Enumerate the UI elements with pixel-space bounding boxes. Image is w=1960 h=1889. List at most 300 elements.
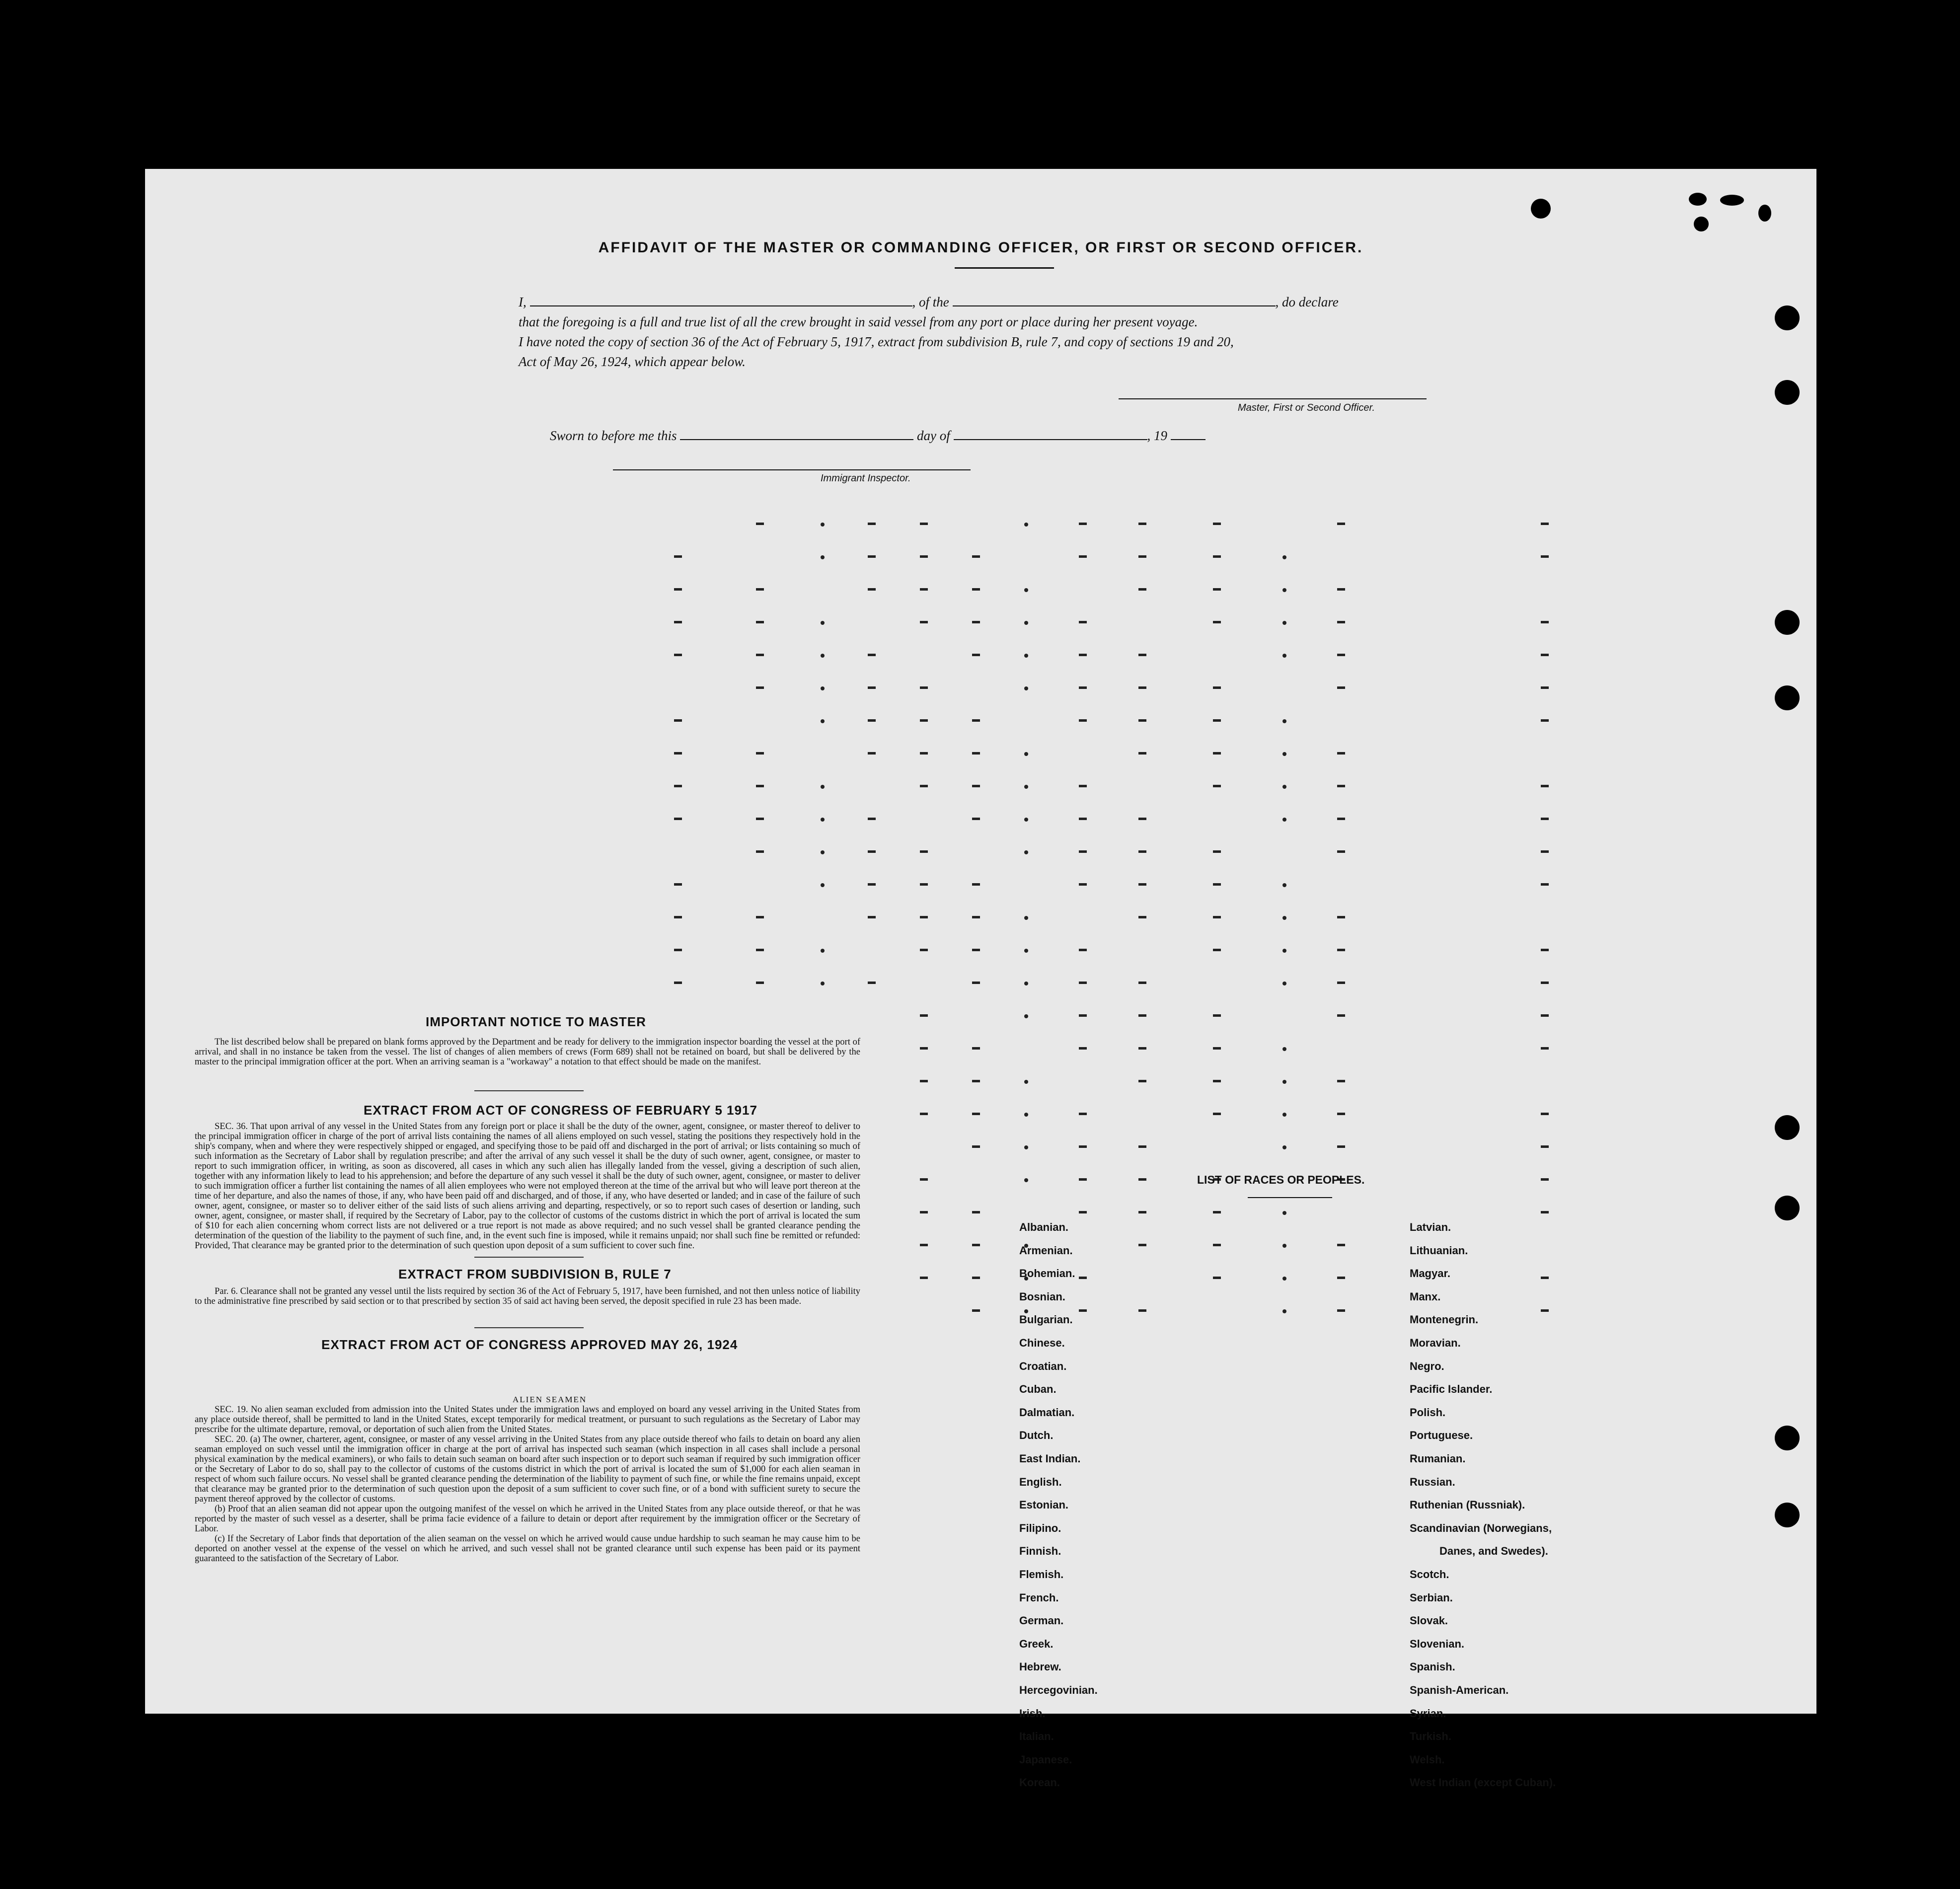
show-through-mark: [1337, 752, 1345, 755]
show-through-mark: [1282, 621, 1286, 625]
show-through-mark: [1337, 916, 1345, 918]
alien-seamen-subheading: ALIEN SEAMEN: [513, 1395, 587, 1404]
race-item: Flemish.: [1019, 1568, 1064, 1581]
show-through-mark: [868, 588, 876, 591]
show-through-mark: [1337, 1080, 1345, 1082]
show-through-mark: [1138, 555, 1146, 558]
show-through-mark: [1282, 1113, 1286, 1117]
show-through-mark: [1079, 1145, 1087, 1148]
show-through-mark: [1138, 588, 1146, 591]
show-through-mark: [1079, 850, 1087, 853]
race-item: Chinese.: [1019, 1337, 1065, 1349]
show-through-mark: [1138, 883, 1146, 886]
show-through-mark: [1079, 1178, 1087, 1181]
show-through-mark: [920, 588, 928, 591]
show-through-mark: [1541, 1211, 1549, 1213]
show-through-mark: [1282, 1211, 1286, 1215]
show-through-mark: [1079, 1309, 1087, 1312]
show-through-mark: [1282, 752, 1286, 756]
show-through-mark: [1282, 883, 1286, 887]
show-through-mark: [1024, 1309, 1028, 1313]
sworn-line: [550, 427, 1206, 444]
show-through-mark: [972, 621, 980, 623]
show-through-mark: [821, 555, 825, 559]
show-through-mark: [821, 523, 825, 527]
show-through-mark: [868, 850, 876, 853]
show-through-mark: [972, 1211, 980, 1213]
show-through-mark: [1213, 916, 1221, 918]
show-through-mark: [1079, 1211, 1087, 1213]
show-through-mark: [1213, 1277, 1221, 1279]
show-through-mark: [674, 654, 682, 656]
show-through-mark: [1213, 752, 1221, 755]
show-through-mark: [1024, 654, 1028, 658]
show-through-mark: [1213, 1047, 1221, 1050]
show-through-mark: [1213, 686, 1221, 689]
show-through-mark: [1138, 1309, 1146, 1312]
show-through-mark: [920, 1014, 928, 1017]
show-through-mark: [1024, 523, 1028, 527]
show-through-mark: [920, 850, 928, 853]
show-through-mark: [821, 850, 825, 854]
ink-smudge: [1531, 199, 1551, 219]
show-through-mark: [972, 752, 980, 755]
sworn-day-of: day of: [917, 428, 950, 443]
document-page: [145, 169, 1816, 1789]
show-through-mark: [1213, 785, 1221, 787]
show-through-mark: [868, 752, 876, 755]
show-through-mark: [972, 588, 980, 591]
show-through-mark: [1541, 949, 1549, 951]
signature-label: Master, First or Second Officer.: [1238, 402, 1375, 413]
show-through-mark: [1282, 949, 1286, 953]
race-item: Slovenian.: [1410, 1637, 1465, 1650]
race-item: Serbian.: [1410, 1591, 1453, 1604]
show-through-mark: [920, 1178, 928, 1181]
show-through-mark: [1337, 1145, 1345, 1148]
sworn-day-blank: [680, 427, 913, 440]
sworn-text: Sworn to before me this: [550, 428, 677, 443]
race-item: Welsh.: [1410, 1753, 1445, 1766]
show-through-mark: [972, 654, 980, 656]
show-through-mark: [1079, 818, 1087, 820]
show-through-mark: [1213, 1014, 1221, 1017]
show-through-mark: [1138, 719, 1146, 722]
affidavit-title: AFFIDAVIT OF THE MASTER OR COMMANDING OFFICER, OR FIRST OR SECOND OFFICER.: [598, 239, 1363, 256]
race-item: Bosnian.: [1019, 1290, 1065, 1303]
name-blank: [530, 294, 912, 306]
show-through-mark: [756, 850, 764, 853]
show-through-mark: [1337, 1277, 1345, 1279]
show-through-mark: [972, 883, 980, 886]
show-through-mark: [920, 916, 928, 918]
race-item: Italian.: [1019, 1730, 1054, 1743]
race-item: Hebrew.: [1019, 1661, 1061, 1673]
show-through-mark: [1541, 686, 1549, 689]
show-through-mark: [972, 1309, 980, 1312]
show-through-mark: [972, 1145, 980, 1148]
show-through-mark: [868, 916, 876, 918]
punch-hole: [1775, 380, 1800, 405]
show-through-mark: [1213, 949, 1221, 951]
show-through-mark: [1282, 588, 1286, 592]
punch-hole: [1775, 685, 1800, 710]
punch-hole: [1775, 1503, 1800, 1527]
show-through-mark: [674, 752, 682, 755]
show-through-mark: [1541, 982, 1549, 984]
show-through-mark: [920, 555, 928, 558]
show-through-mark: [756, 686, 764, 689]
show-through-mark: [972, 818, 980, 820]
show-through-mark: [1024, 850, 1028, 854]
show-through-mark: [1138, 523, 1146, 525]
show-through-mark: [1282, 1244, 1286, 1248]
show-through-mark: [972, 1244, 980, 1246]
show-through-mark: [1024, 1014, 1028, 1018]
show-through-mark: [1138, 686, 1146, 689]
extract-1924-heading: EXTRACT FROM ACT OF CONGRESS APPROVED MAY 26, 1924: [321, 1337, 738, 1352]
race-item: Dalmatian.: [1019, 1406, 1075, 1419]
show-through-mark: [1282, 1145, 1286, 1149]
show-through-mark: [1213, 719, 1221, 722]
show-through-mark: [1079, 1277, 1087, 1279]
show-through-mark: [1079, 555, 1087, 558]
race-item: Cuban.: [1019, 1383, 1056, 1396]
ink-smudge: [1758, 205, 1771, 222]
race-item: Japanese.: [1019, 1753, 1072, 1766]
affidavit-i: I,: [519, 295, 527, 309]
show-through-mark: [1213, 621, 1221, 623]
show-through-mark: [1337, 1014, 1345, 1017]
extract-1917-text: [195, 1122, 860, 1251]
show-through-mark: [674, 982, 682, 984]
show-through-mark: [1337, 949, 1345, 951]
show-through-mark: [1138, 1178, 1146, 1181]
show-through-mark: [756, 588, 764, 591]
race-item: Spanish.: [1410, 1661, 1455, 1673]
show-through-mark: [972, 1080, 980, 1082]
show-through-mark: [868, 654, 876, 656]
affidavit-line-2: that the foregoing is a full and true list of all the crew brought in said vessel from any port or place during her present voyage.: [519, 314, 1198, 329]
show-through-mark: [1024, 588, 1028, 592]
race-item: Latvian.: [1410, 1221, 1451, 1233]
show-through-mark: [1337, 1113, 1345, 1115]
sec-19-paragraph: SEC. 19. No alien seaman excluded from admission into the United States under the immigration laws and employed on board any vessel arriving in the United States from any place outside thereof, shall be permitted to land in the United States, except temporarily for medical treatment, or pursuant to such regulations as the Secretary of Labor may prescribe for the ultimate departure, removal, or deportation of such alien from the United States.: [195, 1405, 860, 1435]
race-item: East Indian.: [1019, 1452, 1081, 1465]
show-through-mark: [821, 818, 825, 822]
show-through-mark: [1213, 883, 1221, 886]
vessel-blank: [953, 294, 1276, 306]
show-through-mark: [756, 818, 764, 820]
show-through-mark: [1024, 916, 1028, 920]
sec-20b-paragraph: (b) Proof that an alien seaman did not appear upon the outgoing manifest of the vessel on which he arrived in the United States from any place outside thereof, or that he was reported by the master of such vessel as a deserter, shall be prima facie evidence of a failure to detain or deport after requirement by the immigration officer or the Secretary of Labor.: [195, 1504, 860, 1534]
show-through-mark: [920, 752, 928, 755]
show-through-mark: [1337, 621, 1345, 623]
show-through-mark: [1213, 523, 1221, 525]
show-through-mark: [1138, 654, 1146, 656]
show-through-mark: [756, 949, 764, 951]
extract-1917-heading: EXTRACT FROM ACT OF CONGRESS OF FEBRUARY 5 1917: [364, 1103, 757, 1118]
show-through-mark: [868, 883, 876, 886]
show-through-mark: [1282, 719, 1286, 723]
show-through-mark: [1337, 982, 1345, 984]
show-through-mark: [1138, 1080, 1146, 1082]
show-through-mark: [821, 654, 825, 658]
affidavit-line-1: [519, 292, 1462, 312]
race-item: Greek.: [1019, 1637, 1054, 1650]
show-through-mark: [1282, 785, 1286, 789]
show-through-mark: [972, 1277, 980, 1279]
punch-hole: [1775, 1196, 1800, 1220]
show-through-mark: [920, 621, 928, 623]
show-through-mark: [920, 1244, 928, 1246]
divider: [474, 1257, 584, 1258]
race-item: Syrian.: [1410, 1707, 1446, 1720]
show-through-mark: [1079, 883, 1087, 886]
show-through-mark: [1024, 1178, 1028, 1182]
divider: [1248, 1197, 1332, 1198]
show-through-mark: [1138, 1244, 1146, 1246]
race-item: Moravian.: [1410, 1337, 1461, 1349]
race-item: Hercegovinian.: [1019, 1684, 1098, 1696]
race-item: Spanish-American.: [1410, 1684, 1509, 1696]
sworn-month-blank: [954, 427, 1147, 440]
show-through-mark: [868, 686, 876, 689]
show-through-mark: [920, 1211, 928, 1213]
show-through-mark: [920, 1277, 928, 1279]
show-through-mark: [1337, 686, 1345, 689]
race-item: Filipino.: [1019, 1521, 1061, 1534]
show-through-mark: [1541, 1145, 1549, 1148]
inspector-signature-line: [613, 469, 971, 470]
show-through-mark: [1337, 1309, 1345, 1312]
show-through-mark: [756, 654, 764, 656]
show-through-mark: [972, 949, 980, 951]
show-through-mark: [920, 785, 928, 787]
race-item: Estonian.: [1019, 1499, 1069, 1511]
show-through-mark: [756, 916, 764, 918]
show-through-mark: [1213, 1211, 1221, 1213]
divider: [955, 267, 1054, 269]
race-item: Ruthenian (Russniak).: [1410, 1499, 1525, 1511]
show-through-mark: [1282, 555, 1286, 559]
show-through-mark: [1541, 621, 1549, 623]
subdivision-b-heading: EXTRACT FROM SUBDIVISION B, RULE 7: [398, 1267, 672, 1282]
show-through-mark: [1541, 523, 1549, 525]
show-through-mark: [821, 719, 825, 723]
show-through-mark: [920, 883, 928, 886]
show-through-mark: [1138, 1211, 1146, 1213]
race-item: French.: [1019, 1591, 1059, 1604]
show-through-mark: [1024, 1080, 1028, 1084]
show-through-mark: [868, 982, 876, 984]
show-through-mark: [972, 785, 980, 787]
show-through-mark: [1213, 588, 1221, 591]
show-through-mark: [868, 523, 876, 525]
show-through-mark: [756, 752, 764, 755]
divider: [474, 1327, 584, 1328]
show-through-mark: [1337, 588, 1345, 591]
show-through-mark: [1079, 1014, 1087, 1017]
race-item: Turkish.: [1410, 1730, 1451, 1743]
show-through-mark: [821, 982, 825, 985]
race-item: English.: [1019, 1475, 1062, 1488]
show-through-mark: [920, 1047, 928, 1050]
race-item: Scotch.: [1410, 1568, 1449, 1581]
show-through-mark: [1138, 818, 1146, 820]
show-through-mark: [1541, 850, 1549, 853]
show-through-mark: [1024, 1145, 1028, 1149]
show-through-mark: [868, 555, 876, 558]
show-through-mark: [1282, 982, 1286, 985]
race-item: Magyar.: [1410, 1267, 1450, 1280]
show-through-mark: [1337, 818, 1345, 820]
race-item: Manx.: [1410, 1290, 1441, 1303]
race-item: Scandinavian (Norwegians,: [1410, 1521, 1552, 1534]
show-through-mark: [1079, 621, 1087, 623]
par-6-paragraph: Par. 6. Clearance shall not be granted any vessel until the lists required by section 36 of the Act of February 5, 1917, have been furnished, and not then unless notice of liability to the administrative fine prescribed by said section or to that prescribed by section 35 of said act having been served, the deposit specified in rule 23 has been made.: [195, 1286, 860, 1306]
show-through-mark: [920, 949, 928, 951]
show-through-mark: [972, 1047, 980, 1050]
notice-text: [195, 1037, 860, 1067]
race-item: Korean.: [1019, 1776, 1060, 1789]
race-item: Albanian.: [1019, 1221, 1069, 1233]
race-item: German.: [1019, 1614, 1064, 1627]
show-through-mark: [674, 588, 682, 591]
race-item: Armenian.: [1019, 1244, 1073, 1257]
race-item: Negro.: [1410, 1360, 1444, 1372]
extract-1924-text: [195, 1405, 860, 1564]
show-through-mark: [1079, 523, 1087, 525]
show-through-mark: [821, 686, 825, 690]
show-through-mark: [1079, 686, 1087, 689]
show-through-mark: [1337, 785, 1345, 787]
show-through-mark: [1024, 752, 1028, 756]
subdivision-b-text: [195, 1286, 860, 1306]
ink-smudge: [1694, 217, 1709, 231]
show-through-mark: [674, 883, 682, 886]
race-item: Irish.: [1019, 1707, 1046, 1720]
show-through-mark: [1282, 1047, 1286, 1051]
race-item: Slovak.: [1410, 1614, 1448, 1627]
show-through-mark: [1024, 1113, 1028, 1117]
show-through-mark: [920, 1080, 928, 1082]
show-through-mark: [756, 785, 764, 787]
show-through-mark: [1213, 555, 1221, 558]
race-item: Croatian.: [1019, 1360, 1067, 1372]
race-item: Bohemian.: [1019, 1267, 1075, 1280]
notice-paragraph: The list described below shall be prepared on blank forms approved by the Department and be ready for delivery to the immigration inspector boarding the vessel at the port of arrival, and shall in no instance be taken from the vessel. The list of changes of alien members of crews (Form 689) shall not be retained on board, but shall be delivered by the master to the principal immigration officer at the port. When an arriving seaman is a "workaway" a notation to that effect should be made on the manifest.: [195, 1037, 860, 1067]
show-through-mark: [1282, 1277, 1286, 1281]
show-through-mark: [1541, 785, 1549, 787]
race-item: Bulgarian.: [1019, 1313, 1073, 1326]
show-through-mark: [756, 523, 764, 525]
show-through-mark: [821, 785, 825, 789]
inspector-label: Immigrant Inspector.: [821, 473, 911, 484]
show-through-mark: [1282, 1309, 1286, 1313]
show-through-mark: [1282, 818, 1286, 822]
show-through-mark: [821, 949, 825, 953]
affidavit-line-3: I have noted the copy of section 36 of the Act of February 5, 1917, extract from subdivision B, rule 7, and copy of sections 19 and 20,: [519, 334, 1234, 349]
affidavit-do-declare: , do declare: [1275, 295, 1339, 309]
punch-hole: [1775, 305, 1800, 330]
sec-20c-paragraph: (c) If the Secretary of Labor finds that deportation of the alien seaman on the vessel on which he arrived would cause undue hardship to such seaman he may cause him to be deported on another vessel at the expense of the vessel on which he arrived, and such vessel shall not be granted clearance until such expense has been paid or its payment guaranteed to the satisfaction of the Secretary of Labor.: [195, 1534, 860, 1564]
sworn-year-blank: [1171, 427, 1206, 440]
show-through-mark: [674, 785, 682, 787]
show-through-mark: [1138, 982, 1146, 984]
ink-smudge: [1689, 193, 1707, 206]
show-through-mark: [868, 719, 876, 722]
show-through-mark: [920, 719, 928, 722]
show-through-mark: [1138, 1047, 1146, 1050]
show-through-mark: [1541, 654, 1549, 656]
show-through-mark: [674, 555, 682, 558]
race-item: Lithuanian.: [1410, 1244, 1468, 1257]
show-through-mark: [1079, 1047, 1087, 1050]
show-through-mark: [972, 982, 980, 984]
race-item: Finnish.: [1019, 1545, 1061, 1558]
show-through-mark: [972, 555, 980, 558]
show-through-mark: [1337, 654, 1345, 656]
punch-hole: [1775, 1115, 1800, 1140]
show-through-mark: [674, 949, 682, 951]
show-through-mark: [1282, 654, 1286, 658]
show-through-mark: [1541, 1113, 1549, 1115]
show-through-mark: [1213, 850, 1221, 853]
affidavit-line-4: Act of May 26, 1924, which appear below.: [519, 354, 746, 369]
show-through-mark: [1541, 883, 1549, 886]
race-item: Danes, and Swedes).: [1439, 1545, 1548, 1558]
show-through-mark: [1024, 621, 1028, 625]
race-item: Montenegrin.: [1410, 1313, 1479, 1326]
show-through-mark: [1024, 949, 1028, 953]
affidavit-of-the: , of the: [912, 295, 949, 309]
show-through-mark: [1541, 555, 1549, 558]
show-through-mark: [1138, 1145, 1146, 1148]
show-through-mark: [1541, 719, 1549, 722]
race-item: Dutch.: [1019, 1429, 1054, 1442]
show-through-mark: [1079, 719, 1087, 722]
signature-line: [1119, 398, 1427, 399]
show-through-mark: [1079, 1113, 1087, 1115]
show-through-mark: [1541, 1178, 1549, 1181]
affidavit-text: [519, 292, 1462, 372]
race-item: Russian.: [1410, 1475, 1455, 1488]
sworn-year: , 19: [1147, 428, 1167, 443]
show-through-mark: [1541, 1014, 1549, 1017]
show-through-mark: [1024, 785, 1028, 789]
race-item: Polish.: [1410, 1406, 1446, 1419]
show-through-mark: [1337, 523, 1345, 525]
show-through-mark: [1024, 982, 1028, 985]
punch-hole: [1775, 610, 1800, 635]
divider: [474, 1090, 584, 1091]
ink-smudge: [1720, 195, 1744, 206]
races-heading: LIST OF RACES OR PEOPLES.: [1197, 1173, 1365, 1186]
show-through-mark: [1138, 752, 1146, 755]
sec-20a-paragraph: SEC. 20. (a) The owner, charterer, agent, consignee, or master of any vessel arriving in the United States from any place outside thereof who fails to detain on board any alien seaman employed on such vessel until the immigration officer in charge at the port of arrival has inspected such seaman (which inspection in all cases shall include a personal physical examination by the medical examiners), or who fails to detain such seaman on board after such inspection or to deport such seaman if required by such immigration officer or the Secretary of Labor to do so, shall pay to the collector of customs of the customs district in which the port of arrival is located the sum of $1,000 for each alien seaman in respect of whom such failure occurs. No vessel shall be granted clearance pending the determination of the liability to payment of such fine, or while the fine remains unpaid, except that clearance may be granted prior to the determination of such question upon the deposit of a sum sufficient to cover such fine, or of a bond with sufficient surety to secure the payment thereof approved by the collector of customs.: [195, 1435, 860, 1504]
show-through-mark: [821, 621, 825, 625]
show-through-mark: [1079, 654, 1087, 656]
show-through-mark: [972, 719, 980, 722]
show-through-mark: [1213, 1080, 1221, 1082]
show-through-mark: [1541, 818, 1549, 820]
show-through-mark: [1079, 949, 1087, 951]
race-item: Portuguese.: [1410, 1429, 1473, 1442]
show-through-mark: [1079, 982, 1087, 984]
show-through-mark: [756, 621, 764, 623]
show-through-mark: [1024, 686, 1028, 690]
